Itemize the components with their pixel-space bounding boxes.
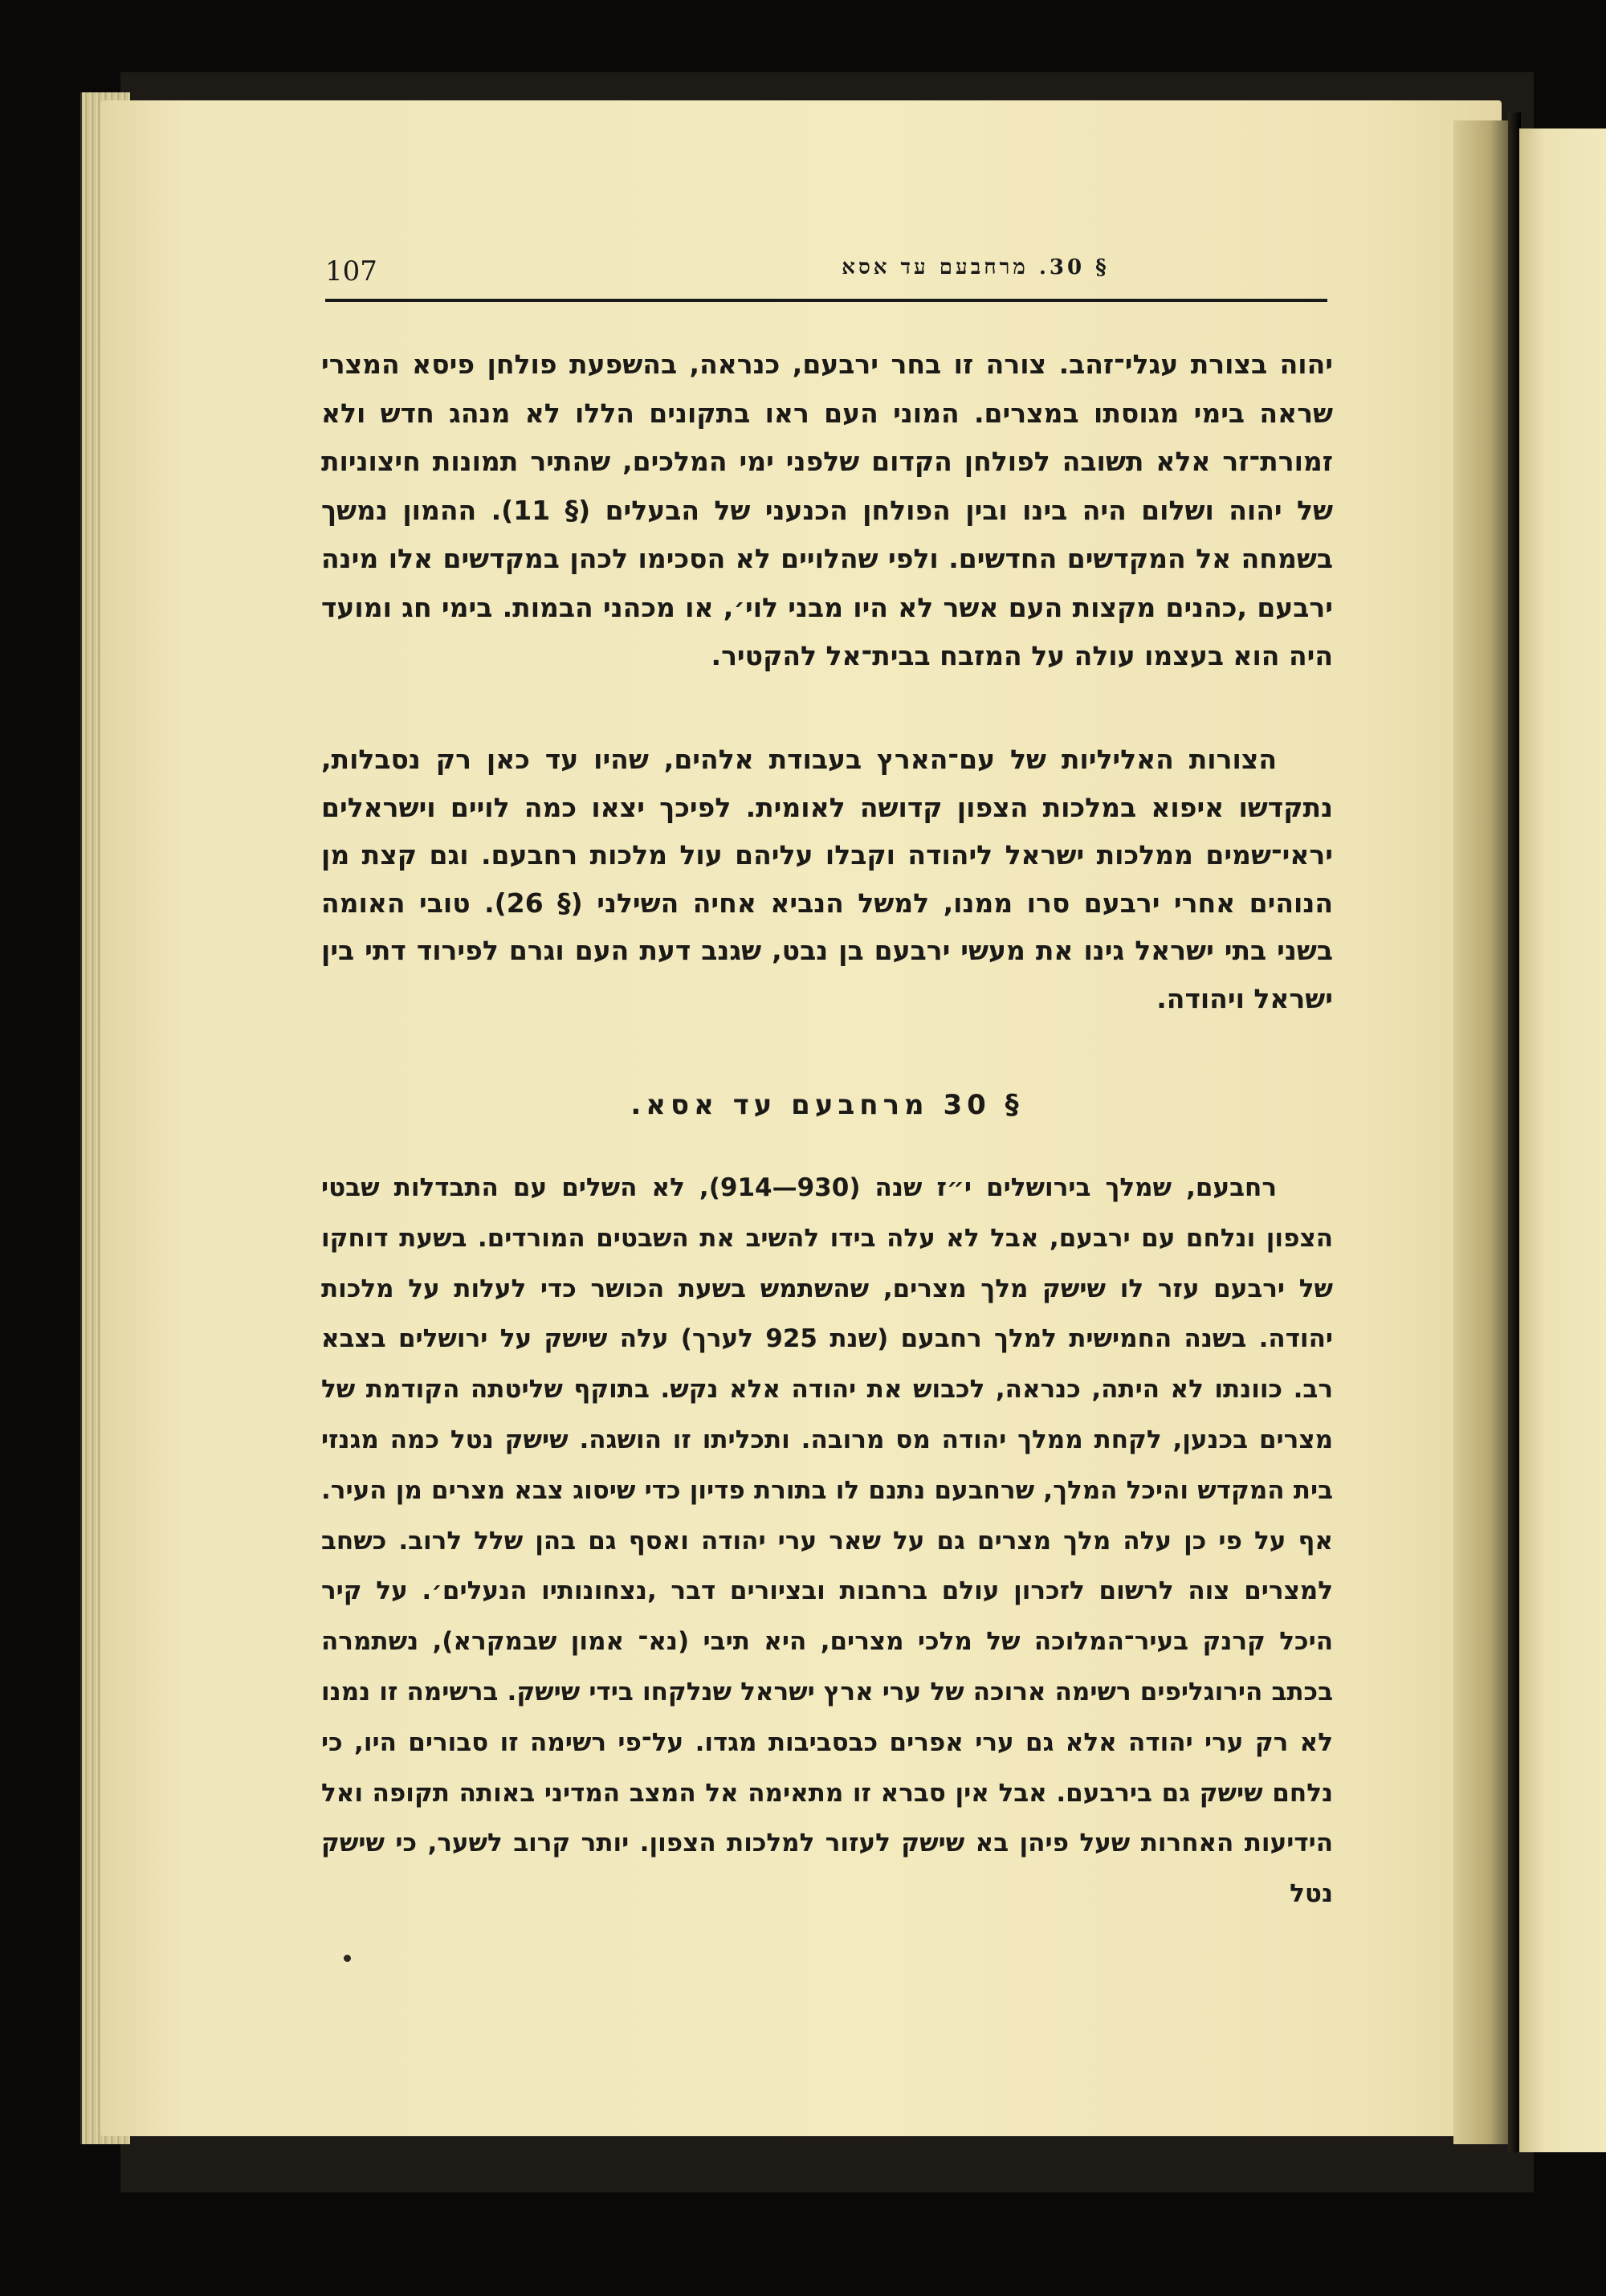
running-header — [325, 241, 1329, 305]
paper-speck — [344, 1955, 351, 1962]
book-gutter — [1453, 120, 1514, 2144]
paragraph-3: רחבעם, שמלך בירושלים י״ז שנה (930—914), לא השלים עם התבדלות שבטי הצפון ונלחם עם ירבעם, אבל לא עלה בידו להשיב את השבטים המורדים. בשעת דוחקו של ירבעם עזר לו שישק מלך מצרים, שהשתמש בשעת הכושר כדי לעלות על מלכות יהודה. בשנה החמישית למלך רחבעם (שנת 925 לערך) עלה שישק על ירושלים בצבא רב. כוונתו לא היתה, כנראה, לכבוש את יהודה אלא נקש. בתוקף שליטתה הקודמת של מצרים בכנען, לקחת ממלך יהודה מס מרובה. ותכליתו זו הושגה. שישק נטל כמה מגנזי בית המקדש והיכל המלך, שרחבעם נתנם לו בתורת פדיון כדי שיסוג צבא מצרים מן העיר. אף על פי כן עלה מלך מצרים גם על שאר ערי יהודה ואסף גם בהן שלל לרוב. כשחב למצרים צוה לרשום לזכרון עולם ברחבות ובציורים דבר ,נצחונותיו הנעלים׳. על קיר היכל קרנק בעיר־המלוכה של מלכי מצרים, היא תיבי (נא־ אמון שבמקרא), נשתמרה בכתב הירוגליפים רשימה ארוכה של ערי ארץ ישראל שנלקחו בידי שישק. ברשימה זו נמנו לא רק ערי יהודה אלא גם ערי אפרים כבסביבות מגדו. על־פי רשימה זו סבורים היו, כי נלחם שישק גם בירבעם. אבל אין סברא זו מתאימה אל המצב המדיני באותה תקופה ואל הידיעות האחרות שעל פיהן בא שישק לעזור למלכות הצפון. יותר קרוב לשער, כי שישק נטל — [321, 1173, 1333, 1909]
paragraph-2-block — [321, 736, 1333, 1022]
running-title: § 30. מרחבעם עד אסא — [842, 255, 1110, 279]
paragraph-3-block — [321, 1163, 1333, 1919]
paragraph-1: יהוה בצורת עגלי־זהב. צורה זו בחר ירבעם, כנראה, בהשפעת פולחן פיסא המצרי שראה בימי מגוסתו במצרים. המוני העם ראו בתקונים הללו לא מנהג חדש ולא זמורת־זר אלא תשובה לפולחן הקדום שלפני ימי המלכים, שהתיר תמונות חיצוניות של יהוה ושלום היה בינו ובין הפולחן הכנעני של הבעלים (§ 11). ההמון נמשך בשמחה אל המקדשים החדשים. ולפי שהלויים לא הסכימו לכהן במקדשים אלו מינה ירבעם ,כהנים מקצות העם אשר לא היו מבני לוי׳, או מכהני הבמות. בימי חג ומועד היה הוא בעצמו עולה על המזבח בבית־אל להקטיר. — [321, 349, 1333, 671]
paragraph-1-block — [321, 341, 1333, 681]
facing-page-edge — [1519, 128, 1606, 2152]
paragraph-2: הצורות האליליות של עם־הארץ בעבודת אלהים, שהיו עד כאן רק נסבלות, נתקדשו איפוא במלכות הצפון קדושה לאומית. לפיכך יצאו כמה לויים וישראלים יראי־שמים ממלכות ישראל ליהודה וקבלו עליהם עול מלכות רחבעם. וגם קצת מן הנוהים אחרי ירבעם סרו ממנו, למשל הנביא אחיה השילני (§ 26). טובי האומה בשני בתי ישראל גינו את מעשי ירבעם בן נבט, שגנב דעת העם וגרם לפירוד דתי בין ישראל ויהודה. — [321, 744, 1333, 1014]
page-number: 107 — [325, 255, 377, 288]
section-heading: § 30 מרחבעם עד אסא. — [630, 1089, 1024, 1121]
header-rule — [325, 299, 1327, 302]
